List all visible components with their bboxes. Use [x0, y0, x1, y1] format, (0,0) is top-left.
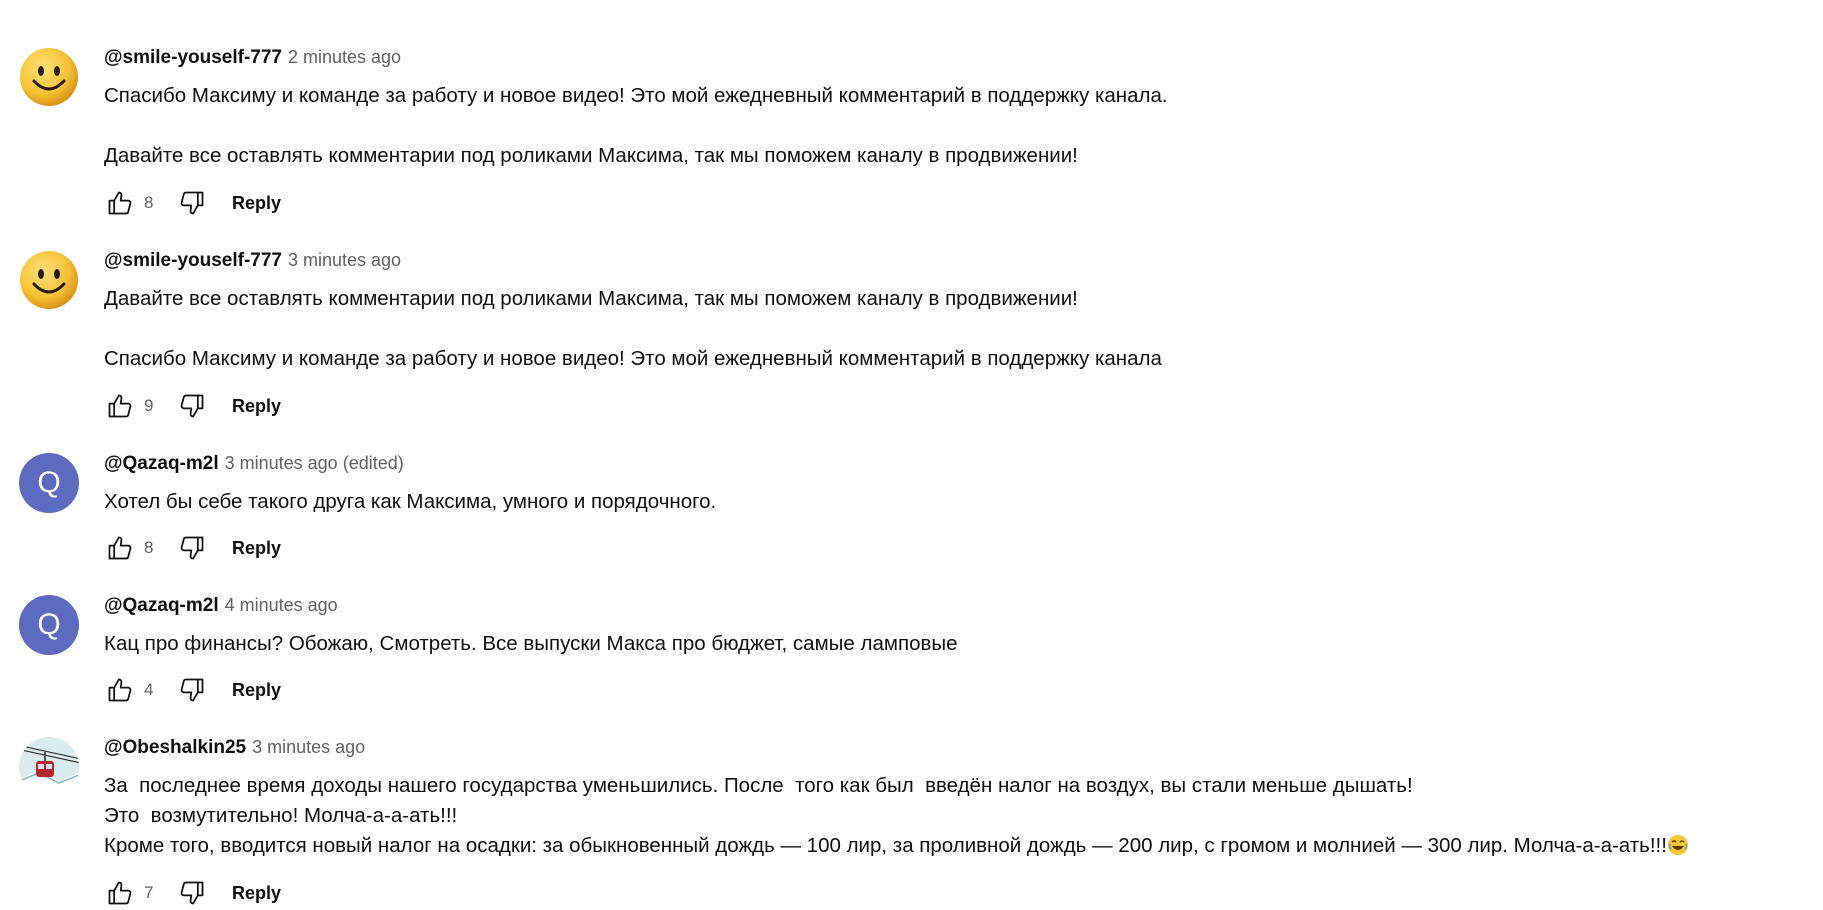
reply-button[interactable]: Reply [232, 882, 282, 903]
dislike-button[interactable] [176, 674, 208, 706]
comment-text: Кац про финансы? Обожаю, Смотреть. Все выпуски Макса про бюджет, самые ламповые [104, 632, 958, 655]
comment-timestamp[interactable]: 2 minutes ago [288, 47, 402, 67]
like-button[interactable] [104, 877, 136, 909]
like-button[interactable] [104, 674, 136, 706]
comment-text: Хотел бы себе такого друга как Максима, умного и порядочного. [104, 490, 717, 513]
comment-text: Спасибо Максиму и команде за работу и новое видео! Это мой ежедневный комментарий в поддержку канала. Давайте все оставлять комментарии под роликами Максима, так мы поможем каналу в продвижении! [104, 84, 1168, 167]
comment-actions [104, 673, 281, 707]
comment-author[interactable]: @Obeshalkin25 [104, 737, 247, 758]
avatar-letter: Q [37, 608, 61, 641]
like-count: 9 [144, 396, 154, 415]
comment-actions [104, 389, 281, 423]
comment-actions [104, 186, 281, 220]
comment-text: Давайте все оставлять комментарии под роликами Максима, так мы поможем каналу в продвижении! Спасибо Максиму и команде за работу и новое видео! Это мой ежедневный комментарий в поддержку канала [104, 287, 1162, 370]
comment-actions [104, 531, 281, 565]
comment-author[interactable]: @Qazaq-m2l [104, 453, 219, 474]
thumbs-up-icon [106, 534, 134, 562]
avatar[interactable] [19, 47, 79, 107]
comment-actions [104, 876, 281, 910]
reply-button[interactable]: Reply [232, 192, 282, 213]
like-count: 8 [144, 193, 154, 212]
like-button[interactable] [104, 532, 136, 564]
avatar-letter: Q [37, 466, 61, 499]
like-button[interactable] [104, 187, 136, 219]
avatar[interactable] [19, 250, 79, 310]
laughing-emoji-icon [1667, 834, 1689, 856]
thumbs-down-icon [178, 392, 206, 420]
reply-button[interactable]: Reply [232, 537, 282, 558]
smiley-face-icon [19, 47, 79, 107]
comment-timestamp[interactable]: 3 minutes ago [288, 250, 402, 270]
dislike-button[interactable] [176, 532, 208, 564]
comment-timestamp[interactable]: 3 minutes ago [252, 737, 366, 757]
comment-timestamp[interactable]: 3 minutes ago (edited) [224, 453, 404, 473]
smiley-face-icon [19, 250, 79, 310]
comment-author[interactable]: @smile-youself-777 [104, 250, 282, 271]
dislike-button[interactable] [176, 390, 208, 422]
thumbs-up-icon [106, 676, 134, 704]
cable-car-icon [19, 737, 79, 797]
reply-button[interactable]: Reply [232, 395, 282, 416]
like-count: 7 [144, 883, 154, 902]
like-count: 4 [144, 680, 154, 699]
thumbs-down-icon [178, 534, 206, 562]
comment-author[interactable]: @smile-youself-777 [104, 47, 282, 68]
comment-timestamp[interactable]: 4 minutes ago [224, 595, 338, 615]
avatar[interactable] [19, 595, 79, 655]
comment-text-wrapper [104, 771, 1823, 861]
avatar[interactable] [19, 737, 79, 797]
avatar[interactable] [19, 453, 79, 513]
thumbs-up-icon [106, 189, 134, 217]
thumbs-up-icon [106, 392, 134, 420]
thumbs-down-icon [178, 676, 206, 704]
dislike-button[interactable] [176, 877, 208, 909]
like-button[interactable] [104, 390, 136, 422]
comment-text: За последнее время доходы нашего государства уменьшились. После того как был введён налог на воздух, вы стали меньше дышать! Это возмутительно! Молча-а-а-ать!!! Кроме того, вводится новый налог на осадки: за обыкновенный дождь — 100 лир, за проливной дождь — 200 лир, с громом и молнией — 300 лир. Молча-а-а-ать!!! [104, 774, 1667, 857]
like-count: 8 [144, 538, 154, 557]
reply-button[interactable]: Reply [232, 679, 282, 700]
thumbs-down-icon [178, 189, 206, 217]
dislike-button[interactable] [176, 187, 208, 219]
comment-author[interactable]: @Qazaq-m2l [104, 595, 219, 616]
